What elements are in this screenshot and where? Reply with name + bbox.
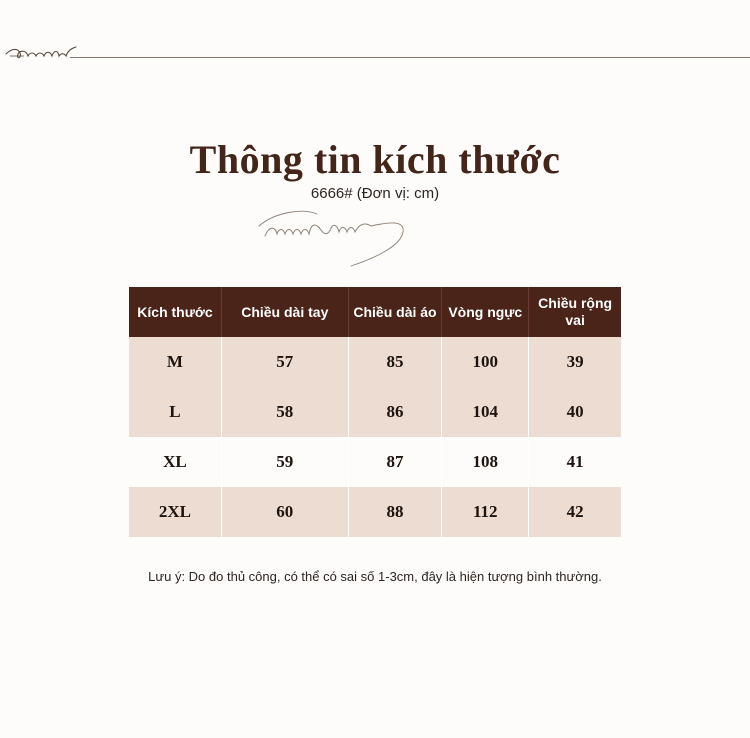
cell-chest: 108 (442, 437, 529, 487)
measurement-note: Lưu ý: Do đo thủ công, có thể có sai số 1-3cm, đây là hiện tượng bình thường. (148, 569, 602, 584)
cell-body-length: 85 (349, 337, 443, 387)
cell-size: M (129, 337, 222, 387)
cell-size: 2XL (129, 487, 222, 537)
cell-sleeve-length: 58 (222, 387, 349, 437)
cell-sleeve-length: 60 (222, 487, 349, 537)
cell-shoulder-width: 40 (529, 387, 621, 437)
cell-sleeve-length: 57 (222, 337, 349, 387)
cell-chest: 100 (442, 337, 529, 387)
cell-sleeve-length: 59 (222, 437, 349, 487)
cell-shoulder-width: 41 (529, 437, 621, 487)
table-row (129, 487, 621, 537)
table-row (129, 387, 621, 437)
column-header-body-length: Chiều dài áo (349, 287, 443, 337)
table-row (129, 437, 621, 487)
table-header-row (129, 287, 621, 337)
column-header-chest: Vòng ngực (442, 287, 529, 337)
column-header-shoulder-width: Chiều rộng vai (529, 287, 621, 337)
cell-shoulder-width: 39 (529, 337, 621, 387)
table-row (129, 337, 621, 387)
cell-size: XL (129, 437, 222, 487)
cell-chest: 112 (442, 487, 529, 537)
cell-body-length: 86 (349, 387, 443, 437)
cell-chest: 104 (442, 387, 529, 437)
size-chart-table (129, 287, 621, 537)
column-header-size: Kích thước (129, 287, 222, 337)
signature-watermark (255, 196, 415, 270)
cell-shoulder-width: 42 (529, 487, 621, 537)
signature-logo-small (4, 44, 78, 66)
top-divider-line (70, 57, 750, 58)
column-header-sleeve-length: Chiều dài tay (222, 287, 349, 337)
cell-body-length: 87 (349, 437, 443, 487)
page-title: Thông tin kích thước (189, 137, 561, 182)
product-code-unit: 6666# (Đơn vị: cm) (310, 185, 440, 202)
cell-size: L (129, 387, 222, 437)
cell-body-length: 88 (349, 487, 443, 537)
